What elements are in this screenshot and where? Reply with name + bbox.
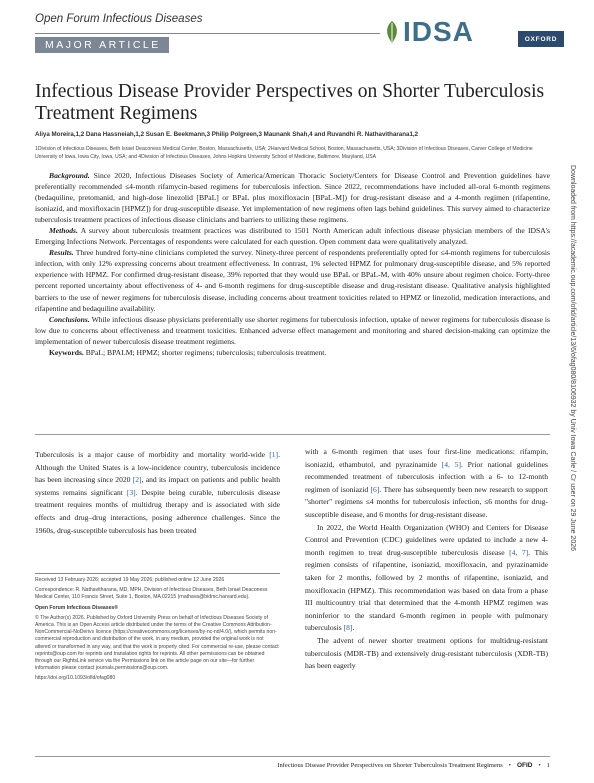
- abstract-background: [35, 170, 550, 225]
- body-text: . Although the United States is a low-incidence country, tuberculosis incidence has been increasing since 2020: [35, 450, 280, 485]
- footnote: [35, 577, 280, 686]
- footnote-rule: [35, 573, 280, 574]
- citation-link[interactable]: [4, 7]: [509, 547, 529, 557]
- body-paragraph: [305, 446, 548, 522]
- text-keywords: BPaL; BPALM; HPMZ; shorter regimens; tuberculosis; tuberculosis treatment.: [85, 347, 327, 357]
- body-right-column: [305, 446, 548, 673]
- footer-rule: [35, 756, 550, 757]
- download-sidebar: [566, 165, 576, 615]
- idsa-logo: [383, 18, 474, 46]
- body-paragraph: [35, 449, 280, 537]
- citation-link[interactable]: [6]: [370, 484, 380, 494]
- body-text: . Despite being curable, tuberculosis disease treatment requires months of multidrug therapy and is associated with side effects and drug–drug interactions, posing adherence challenges. Since the 1960s, drug-susceptible tuberculosis has been treated: [35, 487, 280, 535]
- running-footer: [35, 760, 550, 771]
- running-journal: OFID: [516, 762, 533, 769]
- body-left-column: [35, 449, 280, 537]
- citation-link[interactable]: [4, 5]: [441, 459, 461, 469]
- citation-link[interactable]: [2]: [132, 475, 142, 485]
- abstract-methods: [35, 225, 550, 247]
- citation-link[interactable]: [1]: [269, 450, 279, 459]
- section-divider: [35, 434, 550, 435]
- abstract-conclusions: [35, 314, 550, 347]
- idsa-wordmark: IDSA: [403, 16, 474, 47]
- label-conclusions: Conclusions.: [49, 314, 90, 324]
- oxford-logo: OXFORD: [518, 31, 564, 47]
- author-list: Aliya Moreira,1,2 Dana Hassneiah,1,2 Susan E. Beekmann,3 Philip Polgreen,3 Maunank Shah,4 and Ruvandhi R. Nathavitharana1,2: [35, 131, 419, 138]
- body-text: . Prior national guidelines recommended treatment of tuberculosis infection with a 6- to 12-month regimen of isoniazid: [305, 459, 548, 494]
- body-text: . This regimen consists of rifapentine, isoniazid, moxifloxacin, and pyrazinamide taken for 2 months, followed by 2 months of rifapentine, isoniazid, and moxifloxacin (HPMZ). This recommendation was based on data from a phase III multicountry trial that determined that the 4-month HPMZ regimen was noninferior to the standard 6-month regimen in people with pulmonary tuberculosis: [305, 547, 548, 633]
- download-notice: Downloaded from https://academic.oup.com/ofid/article/13/6/ofag080/8106932 by Univ Iowa Carle / Cr user on 29 June 2026: [569, 165, 576, 552]
- body-text: , and its impact on patients and public health systems remains significant: [35, 475, 280, 497]
- received-dates: Received 13 February 2026; accepted 19 May 2026; published online 12 June 2026: [35, 577, 225, 583]
- citation-link[interactable]: [3]: [126, 487, 136, 497]
- doi-link[interactable]: https://doi.org/10.1093/ofid/ofag080: [35, 675, 116, 682]
- page-number: 1: [546, 762, 550, 769]
- text-background: Since 2020, Infectious Diseases Society of America/American Thoracic Society/Centers for Disease Control and Prevention guidelines have preferentially recommended ≤4-month rifamycin-based regimens for tuberculosis infection. Since 2022, recommendations have included all-oral 6-month regimens (bedaquiline, pretomanid, and high-dose linezolid [BPaL] or BPaL plus moxifloxacin [BPaL-M]) for drug-resistant disease and a 4-month regimen (rifapentine, isoniazid, and moxifloxacin [HPMZ]) for drug-susceptible disease. Yet implementation of new regimens often lags behind guidelines. This survey aimed to characterize tuberculosis treatment practices of infectious disease clinicians and barriers to utilizing these regimens.: [35, 171, 550, 225]
- correspondence: Correspondence: R. Nathavitharana, MD, MPH, Division of Infectious Diseases, Beth Israel Deaconess Medical Center, 110 Francis Street, Suite 1, Boston, MA 02215 (rnathava@bidmc.harvard.edu).: [35, 587, 268, 601]
- license-text: © The Author(s) 2026. Published by Oxford University Press on behalf of Infectious Diseases Society of America. This is an Open Access article distributed under the terms of the Creative Commons Attribution-NonCommercial-NoDerivs licence (https://creativecommons.org/licenses/by-nc-nd/4.0/), which permits non-commercial reproduction and distribution of the work, in any medium, provided the original work is not altered or transformed in any way, and that the work is properly cited. For commercial re-use, please contact reprints@oup.com for reprints and translation rights for reprints. All other permissions can be obtained through our RightsLink service via the Permissions link on the article page on our site—for further information please contact journals.permissions@oup.com.: [35, 614, 279, 672]
- label-results: Results.: [49, 248, 74, 258]
- journal-name: Open Forum Infectious Diseases: [35, 13, 203, 25]
- text-conclusions: While infectious disease physicians preferentially use shorter regimens for tuberculosis infection, uptake of newer regimens for tuberculosis disease is low due to concerns about effectiveness and treatment toxicities. Enhanced adverse effect management and monitoring and shared decision-making can optimize the implementation of newer tuberculosis disease treatment regimens.: [35, 314, 550, 346]
- footer-bullet: •: [538, 762, 541, 769]
- citation-link[interactable]: [8]: [343, 623, 353, 633]
- body-text: In 2022, the World Health Organization (WHO) and Centers for Disease Control and Prevention (CDC) guidelines were updated to include a new 4-month regimen to treat drug-susceptible tuberculosis disease: [305, 522, 548, 557]
- article-type-band: MAJOR ARTICLE: [35, 37, 169, 53]
- abstract: [35, 170, 550, 358]
- body-paragraph: [305, 522, 548, 635]
- article-title: Infectious Disease Provider Perspectives on Shorter Tuberculosis Treatment Regimens: [35, 81, 545, 124]
- abstract-results: [35, 247, 550, 313]
- text-methods: A survey about tuberculosis treatment practices was distributed to 1501 North American adult infectious disease physician members of the IDSA's Emerging Infections Network. Percentages of respondents were calculated for each question. Open comment data were qualitatively analyzed.: [35, 226, 550, 247]
- affiliations: 1Division of Infectious Diseases, Beth Israel Deaconess Medical Center, Boston, Massachusetts, USA; 2Harvard Medical School, Boston, Massachusetts, USA; 3Division of Infectious Diseases, Carver College of Medicine University of Iowa, Iowa City, Iowa, USA; and 4Division of Infectious Diseases, Johns Hopkins University School of Medicine, Baltimore, Maryland, USA: [35, 146, 533, 161]
- running-title: Infectious Disease Provider Perspectives on Shorter Tuberculosis Treatment Regimens: [277, 762, 503, 769]
- abstract-keywords: [35, 347, 550, 358]
- label-background: Background.: [49, 171, 90, 180]
- body-text: . There has subsequently been new research to support "shorter" regimens ≤4 months for tuberculosis infection, ≤6 months for drug-susceptible disease, and 6 months for drug-resistant disease.: [305, 484, 548, 519]
- text-results: Three hundred forty-nine clinicians completed the survey. Ninety-three percent of respondents preferentially opted for ≤4-month regimens for tuberculosis infection, with only 12% expressing concerns about treatment effectiveness. In contrast, 1% selected HPMZ for pulmonary drug-susceptible disease, and 5% reported experience with HPMZ. For confirmed drug-resistant disease, 39% reported that they would use BPaL or BPaL-M, with 40% unsure about regimen choice. Forty-three percent reported uncertainty about effectiveness of 4- and 6-month regimens for drug-susceptible disease and drug-resistant disease. Qualitative analysis highlighted barriers to the use of newer regimens for tuberculosis disease, including concerns about treatment toxicities related to HPMZ or linezolid, medication interactions, and rifapentine and bedaquiline availability.: [35, 248, 551, 313]
- idsa-leaf-icon: [383, 20, 401, 44]
- body-text: with a 6-month regimen that uses four first-line medications: rifampin, isoniazid, ethambutol, and pyrazinamide: [305, 447, 548, 469]
- footer-bullet: •: [508, 762, 511, 769]
- body-text: .: [352, 623, 355, 633]
- body-text: Tuberculosis is a major cause of morbidity and mortality world-wide: [35, 450, 270, 459]
- body-paragraph: The advent of newer shorter treatment options for multidrug-resistant tuberculosis (MDR-TB) and extensively drug-resistant tuberculosis (XDR-TB) has been eagerly: [305, 635, 548, 671]
- header-rule: [35, 33, 380, 34]
- footnote-journal: Open Forum Infectious Diseases®: [35, 604, 119, 611]
- label-keywords: Keywords.: [49, 347, 84, 357]
- label-methods: Methods.: [49, 226, 78, 236]
